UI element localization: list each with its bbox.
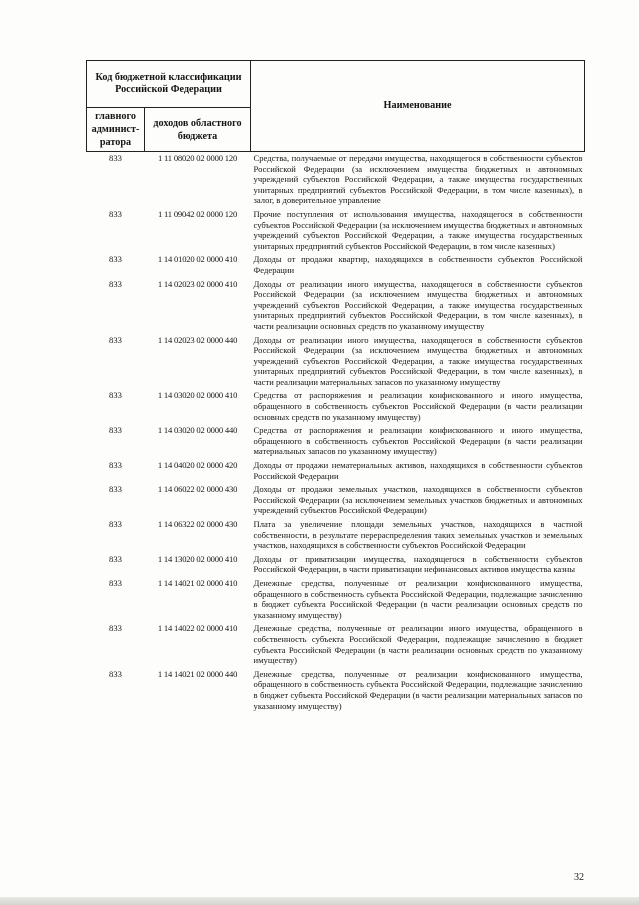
name-cell: Доходы от реализации иного имущества, находящегося в собственности субъектов Российской Федерации (за исключением имущества бюджетных и автономных учреждений субъектов Российской Федерации, а также имущества государственных унитарных предприятий субъектов Российской Федерации, в том числе казенных), в части реализации основных средств по указанному имуществу — [253, 278, 583, 331]
name-cell: Средства, получаемые от передачи имущества, находящегося в собственности субъектов Российской Федерации (за исключением имущества бюджетных и автономных учреждений субъектов Российской Федерации, а также имущества государственных унитарных предприятий субъектов Российской Федерации, в том числе казенных), в залог, в доверительное управление — [253, 153, 583, 206]
table-row — [87, 622, 585, 667]
header-admin: главного админист-ратора — [87, 108, 145, 152]
table-row — [87, 483, 585, 518]
table-row — [87, 577, 585, 622]
admin-cell: 833 — [109, 519, 122, 529]
admin-cell: 833 — [109, 460, 122, 471]
admin-cell: 833 — [109, 553, 122, 564]
code-cell: 1 14 02023 02 0000 440 — [157, 334, 238, 345]
name-cell: Денежные средства, полученные от реализации конфискованного имущества, обращенного в собственность субъекта Российской Федерации, подлежащие зачислению в бюджет субъекта Российской Федерации (в части реализации материальных запасов по указанному имуществу) — [253, 668, 583, 711]
table-row — [87, 553, 585, 577]
code-cell: 1 14 04020 02 0000 420 — [157, 460, 238, 471]
table-row — [87, 208, 585, 253]
code-cell: 1 14 14021 02 0000 410 — [157, 577, 238, 588]
code-cell: 1 11 09042 02 0000 120 — [157, 208, 238, 219]
admin-cell: 833 — [109, 390, 122, 401]
name-cell: Прочие поступления от использования имущества, находящегося в собственности субъектов Российской Федерации (за исключением имущества бюджетных и автономных учреждений субъектов Российской Федерации, а также имущества государственных унитарных предприятий субъектов Российской Федерации, в том числе казенных) — [253, 208, 583, 251]
table-row — [87, 152, 585, 208]
name-cell: Денежные средства, полученные от реализации конфискованного имущества, обращенного в собственность субъекта Российской Федерации, подлежащие зачислению в бюджет субъекта Российской Федерации (в части реализации основных средств по указанному имуществу) — [253, 577, 583, 620]
table-row — [87, 253, 585, 277]
header-name: Наименование — [251, 61, 585, 152]
code-cell: 1 14 14022 02 0000 410 — [157, 623, 238, 634]
code-cell: 1 14 03020 02 0000 440 — [157, 425, 238, 436]
page-number: 32 — [574, 872, 584, 883]
admin-cell: 833 — [109, 484, 122, 495]
header-income: доходов областного бюджета — [145, 108, 251, 152]
code-cell: 1 14 06322 02 0000 430 — [157, 519, 238, 529]
admin-cell: 833 — [109, 577, 122, 588]
code-cell: 1 14 03020 02 0000 410 — [157, 390, 238, 401]
admin-cell: 833 — [109, 668, 122, 679]
name-cell: Средства от распоряжения и реализации конфискованного и иного имущества, обращенного в собственность субъектов Российской Федерации (в части реализации основных средств по указанному имуществу) — [253, 390, 583, 422]
table-header — [87, 61, 585, 152]
page-bottom-edge — [0, 897, 639, 905]
admin-cell: 833 — [109, 623, 122, 634]
name-cell: Доходы от продажи земельных участков, находящихся в собственности субъектов Российской Федерации (за исключением земельных участков бюджетных и автономных учреждений субъектов Российской Федерации) — [253, 484, 583, 516]
code-cell: 1 14 02023 02 0000 410 — [157, 278, 238, 289]
name-cell: Доходы от продажи квартир, находящихся в собственности субъектов Российской Федерации — [253, 254, 583, 275]
admin-cell: 833 — [109, 278, 122, 289]
name-cell: Денежные средства, полученные от реализации иного имущества, обращенного в собственность субъекта Российской Федерации, подлежащие зачислению в бюджет субъекта Российской Федерации (в части реализации основных средств по указанному имуществу) — [253, 623, 583, 666]
admin-cell: 833 — [109, 334, 122, 345]
name-cell: Доходы от реализации иного имущества, находящегося в собственности субъектов Российской Федерации (за исключением имущества бюджетных и автономных учреждений субъектов Российской Федерации, а также имущества государственных унитарных предприятий субъектов Российской Федерации, в том числе казенных), в части реализации материальных запасов по указанному имуществу — [253, 334, 583, 387]
code-cell: 1 14 14021 02 0000 440 — [157, 668, 238, 679]
admin-cell: 833 — [109, 153, 122, 163]
table-row — [87, 518, 585, 553]
code-cell: 1 14 13020 02 0000 410 — [157, 553, 238, 564]
code-cell: 1 14 01020 02 0000 410 — [157, 254, 238, 265]
table-row — [87, 668, 585, 713]
budget-code-table — [86, 60, 585, 713]
code-cell: 1 11 08020 02 0000 120 — [157, 153, 238, 163]
header-code-group: Код бюджетной классификации Российской Федерации — [87, 61, 251, 108]
admin-cell: 833 — [109, 425, 122, 436]
table-body — [87, 152, 585, 714]
name-cell: Доходы от приватизации имущества, находящегося в собственности субъектов Российской Федерации, в части приватизации нефинансовых активов имущества казны — [253, 553, 583, 575]
name-cell: Плата за увеличение площади земельных участков, находящихся в частной собственности, в результате перераспределения таких земельных участков и земельных участков, находящихся в собственности субъектов Российской Федерации — [253, 519, 583, 551]
name-cell: Средства от распоряжения и реализации конфискованного и иного имущества, обращенного в собственность субъектов Российской Федерации (в части реализации материальных запасов по указанному имуществу) — [253, 425, 583, 457]
code-cell: 1 14 06022 02 0000 430 — [157, 484, 238, 495]
table-row — [87, 278, 585, 334]
admin-cell: 833 — [109, 208, 122, 219]
table-row — [87, 389, 585, 424]
table-row — [87, 334, 585, 390]
admin-cell: 833 — [109, 254, 122, 265]
name-cell: Доходы от продажи нематериальных активов, находящихся в собственности субъектов Российской Федерации — [253, 460, 583, 481]
table-row — [87, 424, 585, 459]
table-row — [87, 459, 585, 483]
